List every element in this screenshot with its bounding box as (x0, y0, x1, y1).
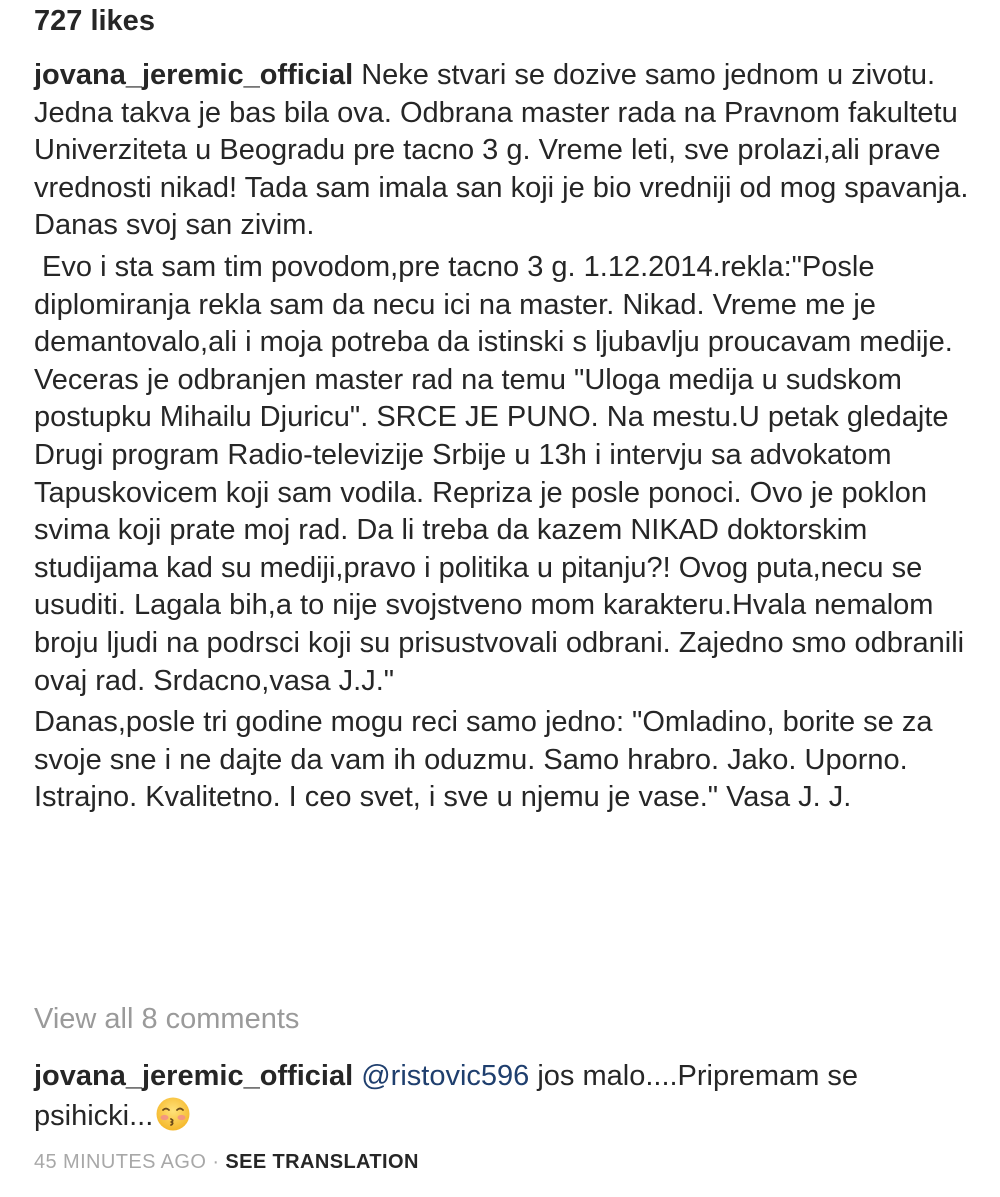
comment-username[interactable]: jovana_jeremic_official (34, 1060, 354, 1092)
post-caption (34, 57, 979, 817)
caption-username[interactable]: jovana_jeremic_official (34, 59, 354, 91)
timestamp: 45 MINUTES AGO (34, 1151, 207, 1173)
see-translation-button[interactable]: SEE TRANSLATION (225, 1151, 419, 1173)
comment-mention[interactable]: @ristovic596 (361, 1060, 530, 1092)
comment-text: jos malo....Pripremam se psihicki... (34, 1060, 859, 1132)
view-all-comments-link[interactable]: View all 8 comments (34, 1003, 300, 1035)
caption-paragraph-3: Danas,posle tri godine mogu reci samo jedno: "Omladino, borite se za svoje sne i ne dajte da vam ih oduzmu. Samo hrabro. Jako. Uporno. Istrajno. Kvalitetno. I ceo svet, i sve u njemu je vase." Vasa J. J. (34, 706, 933, 814)
meta-separator: · (212, 1151, 220, 1173)
kissing-face-emoji-icon (155, 1096, 191, 1132)
comment (34, 1058, 979, 1135)
comment-meta (34, 1148, 419, 1176)
caption-text-1: Neke stvari se dozive samo jednom u zivotu. Jedna takva je bas bila ova. Odbrana master rada na Pravnom fakultetu Univerziteta u Beogradu pre tacno 3 g. Vreme leti, sve prolazi,ali prave vrednosti nikad! Tada sam imala san koji je bio vredniji od mog spavanja. Danas svoj san zivim. (34, 59, 969, 242)
likes-count[interactable]: 727 likes (34, 5, 155, 37)
caption-paragraph-2: Evo i sta sam tim povodom,pre tacno 3 g. 1.12.2014.rekla:"Posle diplomiranja rekla sam da necu ici na master. Nikad. Vreme me je demantovalo,ali i moja potreba da istinski s ljubavlju proucavam medije. Veceras je odbranjen master rad na temu "Uloga medija u sudskom postupku Mihailu Djuricu". SRCE JE PUNO. Na mestu.U petak gledajte Drugi program Radio-televizije Srbije u 13h i intervju sa advokatom Tapuskovicem koji sam vodila. Repriza je posle ponoci. Ovo je poklon svima koji prate moj rad. Da li treba da kazem NIKAD doktorskim studijama kad su mediji,pravo i politika u pitanju?! Ovog puta,necu se usuditi. Lagala bih,a to nije svojstveno mom karakteru.Hvala nemalom broju ljudi na podrsci koji su prisustvovali odbrani. Zajedno smo odbranili ovaj rad. Srdacno,vasa J.J." (34, 250, 965, 697)
caption-paragraph-1 (34, 57, 979, 245)
